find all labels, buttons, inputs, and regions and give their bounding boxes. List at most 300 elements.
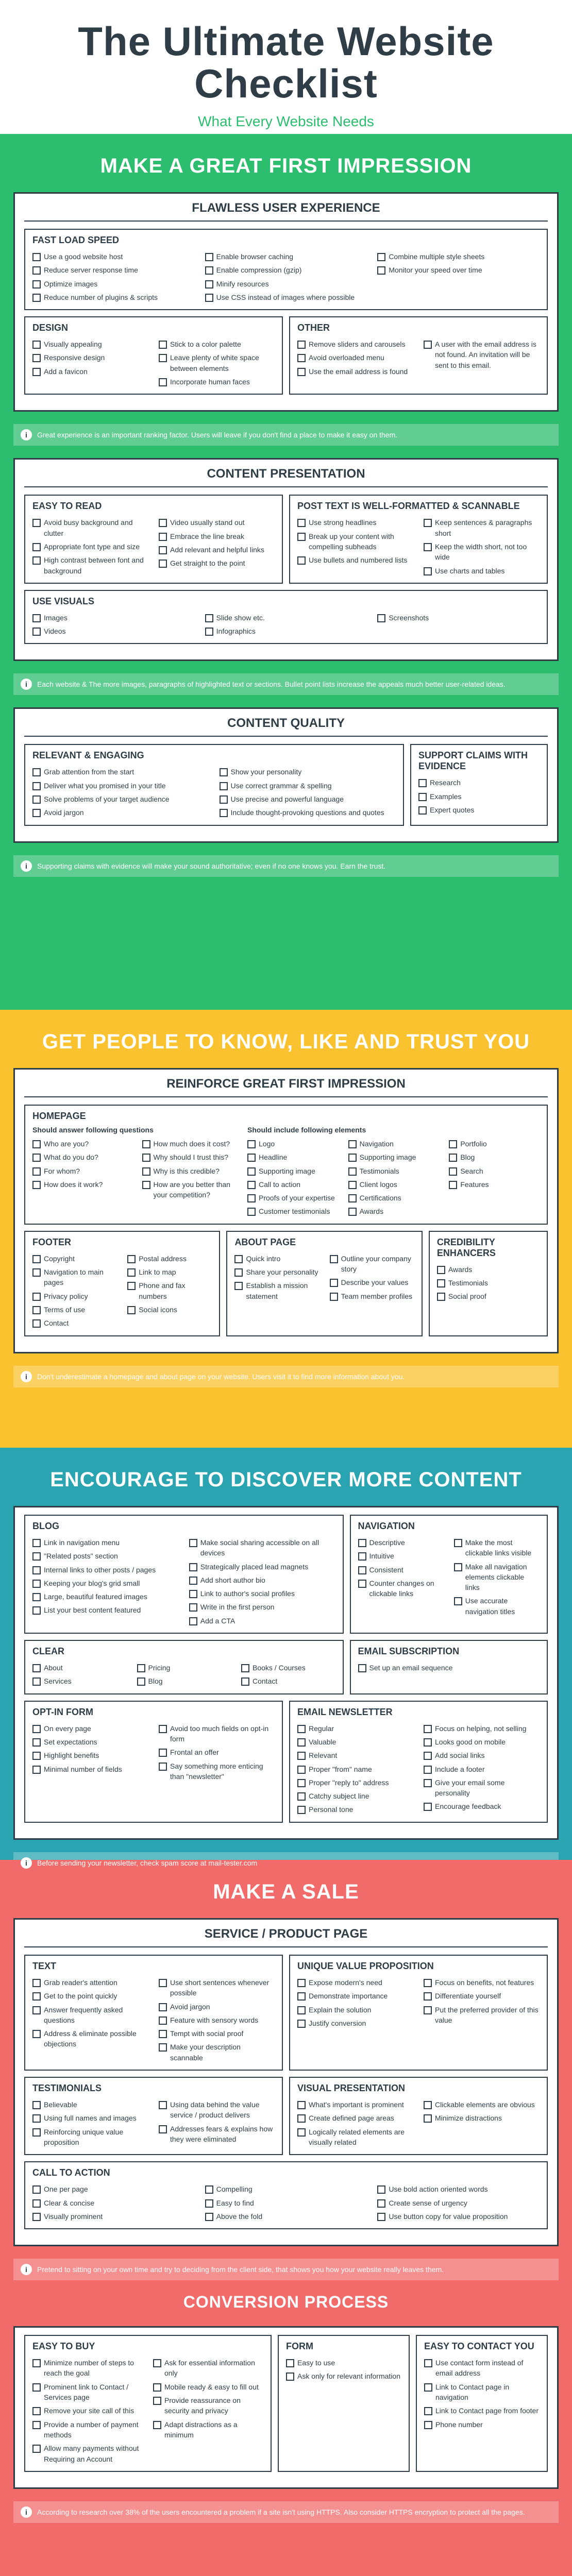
note-text: Pretend to sitting on your own time and try to deciding from the client side, that shows you how your website really leaves them. <box>37 2265 444 2274</box>
checklist-item[interactable]: Easy to find <box>205 2196 367 2210</box>
checklist-item[interactable]: Visually prominent <box>32 2210 195 2223</box>
checklist-item[interactable]: Put the preferred provider of this value <box>424 2003 540 2027</box>
sub-testimonials <box>24 2077 283 2155</box>
checklist-item[interactable]: Contact <box>241 1674 335 1688</box>
checklist-item[interactable]: Embrace the line break <box>159 530 275 543</box>
sub-easy-read <box>24 495 283 583</box>
checklist-item[interactable]: Include thought-provoking questions and quotes <box>220 806 396 819</box>
section-title: GET PEOPLE TO KNOW, LIKE AND TRUST YOU <box>42 1030 530 1053</box>
checklist-item[interactable]: Intuitive <box>358 1549 444 1563</box>
checklist-item[interactable]: Books / Courses <box>241 1661 335 1674</box>
checklist-item[interactable]: "Related posts" section <box>32 1549 179 1563</box>
info-icon: i <box>21 860 32 872</box>
checklist-item[interactable]: Provide a number of payment methods <box>32 2418 143 2442</box>
checklist-item[interactable]: Incorporate human faces <box>159 375 275 388</box>
checklist <box>32 2098 275 2149</box>
checklist-item[interactable]: How does it work? <box>32 1178 132 1191</box>
info-icon: i <box>21 2264 32 2275</box>
checklist-item[interactable]: High contrast between font and background <box>32 553 148 578</box>
checklist-item[interactable]: List your best content featured <box>32 1603 179 1617</box>
sub-title: POST TEXT IS WELL-FORMATTED & SCANNABLE <box>297 501 520 512</box>
checklist-item[interactable]: Get to the point quickly <box>32 1989 148 2003</box>
checklist-item[interactable]: Why should I trust this? <box>142 1150 242 1164</box>
checklist <box>437 1263 540 1303</box>
checklist-item[interactable]: Use contact form instead of email address <box>424 2356 540 2380</box>
checklist-item[interactable]: Screenshots <box>377 611 540 624</box>
sub-title: TEXT <box>32 1961 57 1971</box>
checklist-item[interactable]: Focus on helping, not selling <box>424 1722 540 1735</box>
checklist-item[interactable]: Make your description scannable <box>159 2040 275 2064</box>
checklist-item[interactable]: Personal tone <box>297 1803 413 1816</box>
checklist-item[interactable]: Leave plenty of white space between elements <box>159 351 275 375</box>
sub-visuals <box>24 590 548 645</box>
sub-optin <box>24 1701 283 1823</box>
checklist-item[interactable]: Justify conversion <box>297 2016 413 2030</box>
note <box>13 424 559 446</box>
checklist-item[interactable]: Phone number <box>424 2418 540 2431</box>
checklist-item[interactable]: Awards <box>437 1263 540 1276</box>
checklist <box>32 765 396 819</box>
checklist-item[interactable]: How much does it cost? <box>142 1137 242 1150</box>
checklist-item[interactable]: Avoid overloaded menu <box>297 351 413 364</box>
sub-title: TESTIMONIALS <box>32 2083 102 2094</box>
checklist-item[interactable]: Link to Contact page in navigation <box>424 2380 540 2404</box>
box-user-experience <box>13 192 559 412</box>
checklist-item[interactable]: Blog <box>137 1674 231 1688</box>
box-conversion <box>13 2326 559 2489</box>
checklist-item[interactable]: About <box>32 1661 127 1674</box>
sub-title: EASY TO BUY <box>32 2341 95 2352</box>
checklist-item[interactable]: Reinforcing unique value proposition <box>32 2125 148 2149</box>
sub-title: OPT-IN FORM <box>32 1706 93 1717</box>
checklist <box>32 516 275 577</box>
checklist-item[interactable]: Above the fold <box>205 2210 367 2223</box>
checklist <box>358 1536 540 1618</box>
checklist-item[interactable]: For whom? <box>32 1164 132 1178</box>
checklist-item[interactable]: Proper "from" name <box>297 1762 413 1776</box>
checklist-item[interactable]: Client logos <box>348 1178 439 1191</box>
checklist-item[interactable]: Make the most clickable links visible <box>454 1536 540 1560</box>
checklist-item[interactable]: Make all navigation elements clickable links <box>454 1560 540 1595</box>
checklist-item[interactable]: Establish a mission statement <box>234 1279 319 1303</box>
checklist-item[interactable]: Slide show etc. <box>205 611 367 624</box>
checklist-item[interactable]: Combine multiple style sheets <box>377 250 540 263</box>
checklist <box>418 776 540 817</box>
checklist-item[interactable]: Say something more enticing than "newsletter" <box>159 1759 275 1784</box>
checklist-item[interactable]: Team member profiles <box>330 1290 414 1303</box>
checklist-item[interactable]: Addresses fears & explains how they were eliminated <box>159 2122 275 2146</box>
checklist-item[interactable]: Use the email address is found <box>297 365 413 378</box>
checklist-item[interactable]: Allow many payments without Requiring an Account <box>32 2442 143 2466</box>
checklist-item[interactable]: What's important is prominent <box>297 2098 413 2111</box>
checklist-item[interactable]: Expose modern's need <box>297 1976 413 1989</box>
checklist-item[interactable]: Descriptive <box>358 1536 444 1549</box>
checklist-item[interactable]: Give your email some personality <box>424 1776 540 1800</box>
checklist-item[interactable]: Relevant <box>297 1749 413 1762</box>
checklist-item[interactable]: Compelling <box>205 2182 367 2196</box>
checklist-item[interactable]: Use charts and tables <box>424 564 540 578</box>
lead-text: Should answer following questions <box>32 1126 154 1134</box>
note-text: Each website & The more images, paragraphs of highlighted text or sections. Bullet point lists increase the appeals much better user-related ideas. <box>37 680 506 689</box>
sub-title: EMAIL SUBSCRIPTION <box>358 1646 460 1657</box>
checklist-item[interactable]: Add a CTA <box>189 1614 335 1628</box>
checklist-item[interactable]: Enable browser caching <box>205 250 367 263</box>
checklist-item[interactable]: Set expectations <box>32 1735 148 1749</box>
checklist-item[interactable]: Navigation to main pages <box>32 1265 117 1290</box>
checklist-item[interactable]: Believable <box>32 2098 148 2111</box>
sub-title: EASY TO CONTACT YOU <box>424 2341 534 2352</box>
checklist <box>32 611 540 638</box>
checklist <box>32 2356 263 2466</box>
sub-support <box>410 744 548 825</box>
checklist-item[interactable]: Contact <box>32 1316 117 1330</box>
checklist-item[interactable]: Social proof <box>437 1290 540 1303</box>
checklist-item[interactable]: Grab attention from the start <box>32 765 209 778</box>
checklist-item[interactable]: Stick to a color palette <box>159 337 275 351</box>
checklist-item[interactable]: Copyright <box>32 1252 117 1265</box>
checklist-item[interactable]: Avoid jargon <box>32 806 209 819</box>
checklist-item[interactable]: Clear & concise <box>32 2196 195 2210</box>
sub-title: DESIGN <box>32 323 69 333</box>
checklist-item[interactable]: Using data behind the value service / product delivers <box>159 2098 275 2122</box>
sub-visual <box>289 2077 548 2155</box>
checklist-item[interactable]: Use correct grammar & spelling <box>220 779 396 792</box>
checklist-item[interactable]: Link in navigation menu <box>32 1536 179 1549</box>
checklist-item[interactable]: Show your personality <box>220 765 396 778</box>
checklist-item[interactable]: Navigation <box>348 1137 439 1150</box>
checklist-item[interactable]: Share your personality <box>234 1265 319 1279</box>
checklist-item[interactable]: Supporting image <box>247 1164 338 1178</box>
box-title: REINFORCE GREAT FIRST IMPRESSION <box>24 1077 548 1097</box>
checklist <box>297 2098 540 2149</box>
checklist-item[interactable]: Avoid busy background and clutter <box>32 516 148 540</box>
sub-design <box>24 316 283 395</box>
checklist-item[interactable]: Large, beautiful featured images <box>32 1590 179 1603</box>
sub-buy <box>24 2335 272 2472</box>
sub-fast-load <box>24 229 548 310</box>
note-text: According to research over 38% of the users encountered a problem if a site isn't using HTTPS. Also consider HTTPS encryption to protect all the pages. <box>37 2507 525 2516</box>
box-title: SERVICE / PRODUCT PAGE <box>24 1927 548 1947</box>
sub-title: HOMEPAGE <box>32 1111 86 1121</box>
sub-usp <box>289 1955 548 2071</box>
checklist-item[interactable]: Demonstrate importance <box>297 1989 413 2003</box>
note <box>13 855 559 877</box>
checklist-item[interactable]: Solve problems of your target audience <box>32 792 209 806</box>
checklist-item[interactable]: One per page <box>32 2182 195 2196</box>
sub-title: FAST LOAD SPEED <box>32 235 120 245</box>
checklist-item[interactable]: Set up an email sequence <box>358 1661 540 1674</box>
checklist-item[interactable]: Valuable <box>297 1735 413 1749</box>
checklist-item[interactable]: Prominent link to Contact / Services page <box>32 2380 143 2404</box>
note-text: Before sending your newsletter, check spam score at mail-tester.com <box>37 1858 258 1867</box>
checklist-item[interactable]: Responsive design <box>32 351 148 364</box>
header <box>0 0 572 134</box>
checklist-item[interactable]: Minimize distractions <box>424 2111 540 2125</box>
checklist-item[interactable]: Images <box>32 611 195 624</box>
checklist-item[interactable]: Regular <box>297 1722 413 1735</box>
checklist-item[interactable]: Use strong headlines <box>297 516 413 529</box>
checklist-item[interactable]: Privacy policy <box>32 1290 117 1303</box>
checklist-item[interactable]: Keep sentences & paragraphs short <box>424 516 540 540</box>
checklist-item[interactable]: Easy to use <box>286 2356 401 2369</box>
checklist-item[interactable]: Avoid jargon <box>159 2000 275 2013</box>
checklist-item[interactable]: Testimonials <box>437 1276 540 1290</box>
checklist-item[interactable]: What do you do? <box>32 1150 132 1164</box>
checklist-item[interactable]: Postal address <box>127 1252 212 1265</box>
checklist-item[interactable]: Terms of use <box>32 1303 117 1316</box>
note <box>13 2501 559 2523</box>
checklist-item[interactable]: Call to action <box>247 1178 338 1191</box>
checklist-item[interactable]: Headline <box>247 1150 338 1164</box>
checklist-item[interactable]: Video usually stand out <box>159 516 275 529</box>
sub-title: FOOTER <box>32 1236 71 1247</box>
checklist-item[interactable]: Frontal an offer <box>159 1745 275 1759</box>
checklist-item[interactable]: Address & eliminate possible objections <box>32 2027 148 2051</box>
box-product-page <box>13 1918 559 2246</box>
checklist-item[interactable]: Grab reader's attention <box>32 1976 148 1989</box>
sub-title: VISUAL PRESENTATION <box>297 2083 406 2094</box>
checklist <box>32 337 275 388</box>
checklist-item[interactable]: Focus on benefits, not features <box>424 1976 540 1989</box>
checklist-item[interactable]: Testimonials <box>348 1164 439 1178</box>
checklist-item[interactable]: Search <box>449 1164 540 1178</box>
checklist-item[interactable]: Include a footer <box>424 1762 540 1776</box>
checklist-item[interactable]: Videos <box>32 624 195 638</box>
checklist-item[interactable]: Use short sentences whenever possible <box>159 1976 275 2000</box>
checklist-item[interactable]: Remove your site call of this <box>32 2404 143 2417</box>
info-icon: i <box>21 2506 32 2518</box>
checklist-item[interactable]: Add social links <box>424 1749 540 1762</box>
box-reinforce <box>13 1068 559 1353</box>
checklist-item[interactable]: Pricing <box>137 1661 231 1674</box>
checklist-item[interactable]: A user with the email address is not found. An invitation will be sent to this email. <box>424 337 540 372</box>
checklist-item[interactable]: Avoid too much fields on opt-in form <box>159 1722 275 1746</box>
checklist-item[interactable]: Keeping your blog's grid small <box>32 1577 179 1590</box>
checklist <box>297 516 540 577</box>
box-title: CONTENT QUALITY <box>24 716 548 737</box>
checklist-item[interactable]: Counter changes on clickable links <box>358 1577 444 1601</box>
info-icon: i <box>21 1371 32 1382</box>
checklist-item[interactable]: Write in the first person <box>189 1600 335 1614</box>
box-content-quality <box>13 707 559 842</box>
checklist-item[interactable]: Use precise and powerful language <box>220 792 396 806</box>
checklist-item[interactable]: Expert quotes <box>418 803 540 817</box>
checklist-item[interactable]: Feature with sensory words <box>159 2013 275 2027</box>
checklist-item[interactable]: Appropriate font type and size <box>32 540 148 553</box>
checklist-item[interactable]: Encourage feedback <box>424 1800 540 1813</box>
checklist-item[interactable]: Provide reassurance on security and privacy <box>153 2394 263 2418</box>
checklist-item[interactable]: Proofs of your expertise <box>247 1191 338 1205</box>
checklist-item[interactable]: Minimal number of fields <box>32 1762 148 1776</box>
checklist-item[interactable]: Use bullets and numbered lists <box>297 553 413 567</box>
checklist-item[interactable]: Supporting image <box>348 1150 439 1164</box>
sub-cta <box>24 2161 548 2229</box>
checklist-item[interactable]: How are you better than your competition? <box>142 1178 242 1202</box>
section-know-like-trust <box>0 1010 572 1448</box>
checklist-item[interactable]: Optimize images <box>32 277 195 291</box>
sub-relevant <box>24 744 404 825</box>
sub-title: USE VISUALS <box>32 596 95 606</box>
checklist-item[interactable]: Catchy subject line <box>297 1789 413 1803</box>
checklist-item[interactable]: Differentiate yourself <box>424 1989 540 2003</box>
sub-title: SUPPORT CLAIMS WITH EVIDENCE <box>418 750 528 772</box>
checklist-item[interactable]: Quick intro <box>234 1252 319 1265</box>
checklist-item[interactable]: Use accurate navigation titles <box>454 1594 540 1618</box>
checklist-item[interactable]: Create sense of urgency <box>377 2196 540 2210</box>
sub-email-subscription <box>350 1640 548 1694</box>
sub-title: CLEAR <box>32 1646 64 1657</box>
checklist-item[interactable]: Keep the width short, not too wide <box>424 540 540 564</box>
checklist-item[interactable]: Break up your content with compelling subheads <box>297 530 413 554</box>
checklist <box>32 1976 275 2064</box>
checklist-item[interactable]: Link to author's social profiles <box>189 1587 335 1600</box>
checklist-item[interactable]: Certifications <box>348 1191 439 1205</box>
sub-title: RELEVANT & ENGAGING <box>32 750 144 761</box>
checklist-item[interactable]: Answer frequently asked questions <box>32 2003 148 2027</box>
sub-title: BLOG <box>32 1521 59 1531</box>
checklist-item[interactable]: Infographics <box>205 624 367 638</box>
sub-title: EASY TO READ <box>32 501 102 512</box>
checklist <box>32 1137 241 1201</box>
sub-title: CREDIBILITY ENHANCERS <box>436 1236 496 1258</box>
sub-title: CALL TO ACTION <box>32 2167 110 2178</box>
section-title: ENCOURAGE TO DISCOVER MORE CONTENT <box>50 1468 522 1491</box>
checklist-item[interactable]: Proper "reply to" address <box>297 1776 413 1789</box>
checklist-item[interactable]: Services <box>32 1674 127 1688</box>
checklist-item[interactable]: Tempt with social proof <box>159 2027 275 2040</box>
checklist-item[interactable]: Monitor your speed over time <box>377 263 540 277</box>
sub-navigation <box>350 1515 548 1634</box>
sub-form <box>278 2335 410 2472</box>
checklist-item[interactable]: Remove sliders and carousels <box>297 337 413 351</box>
sub-homepage <box>24 1105 548 1225</box>
checklist-item[interactable]: Deliver what you promised in your title <box>32 779 209 792</box>
checklist-item[interactable]: Create defined page areas <box>297 2111 413 2125</box>
checklist <box>358 1661 540 1674</box>
checklist-item[interactable]: Adapt distractions as a minimum <box>153 2418 263 2442</box>
checklist-item[interactable]: Visually appealing <box>32 337 148 351</box>
sub-blog <box>24 1515 344 1634</box>
section-first-impression <box>0 134 572 1010</box>
section-make-sale <box>0 1860 572 2576</box>
checklist <box>286 2356 401 2383</box>
checklist <box>247 1137 540 1218</box>
note-text: Great experience is an important ranking factor. Users will leave if you don't find a place to make it easy on them. <box>37 431 398 439</box>
checklist-item[interactable]: Portfolio <box>449 1137 540 1150</box>
checklist-item[interactable]: Why is this credible? <box>142 1164 242 1178</box>
checklist-item[interactable]: Social icons <box>127 1303 212 1316</box>
checklist-item[interactable]: Logo <box>247 1137 338 1150</box>
sub-title: UNIQUE VALUE PROPOSITION <box>297 1961 434 1971</box>
box-blog-nav <box>13 1506 559 1840</box>
sub-other <box>289 316 548 395</box>
sub-contact <box>416 2335 548 2472</box>
checklist-item[interactable]: Link to map <box>127 1265 212 1279</box>
checklist-item[interactable]: Highlight benefits <box>32 1749 148 1762</box>
checklist-item[interactable]: Who are you? <box>32 1137 132 1150</box>
checklist-item[interactable]: Ask for essential information only <box>153 2356 263 2380</box>
sub-title: OTHER <box>297 323 330 333</box>
subsection-title: CONVERSION PROCESS <box>183 2293 389 2312</box>
checklist-item[interactable]: Add short author bio <box>189 1573 335 1587</box>
checklist <box>32 250 540 304</box>
checklist-item[interactable]: Minify resources <box>205 277 367 291</box>
checklist-item[interactable]: Minimize number of steps to reach the goal <box>32 2356 143 2380</box>
box-title: CONTENT PRESENTATION <box>24 467 548 487</box>
note <box>13 1366 559 1387</box>
checklist-item[interactable]: Awards <box>348 1205 439 1218</box>
checklist-item[interactable]: Using full names and images <box>32 2111 148 2125</box>
info-icon: i <box>21 429 32 440</box>
checklist-item[interactable]: On every page <box>32 1722 148 1735</box>
note <box>13 2259 559 2280</box>
checklist-item[interactable]: Describe your values <box>330 1276 414 1289</box>
checklist-item[interactable]: Blog <box>449 1150 540 1164</box>
checklist-item[interactable]: Link to Contact page from footer <box>424 2404 540 2417</box>
sub-about <box>226 1231 422 1336</box>
sub-post-text <box>289 495 548 583</box>
note <box>13 673 559 695</box>
section-title: MAKE A GREAT FIRST IMPRESSION <box>100 155 472 177</box>
checklist-item[interactable]: Use button copy for value proposition <box>377 2210 540 2223</box>
checklist-item[interactable]: Use CSS instead of images where possible <box>205 291 367 304</box>
section-title: MAKE A SALE <box>213 1880 359 1903</box>
checklist-item[interactable]: Internal links to other posts / pages <box>32 1563 179 1577</box>
checklist-item[interactable]: Get straight to the point <box>159 556 275 570</box>
sub-clear <box>24 1640 344 1694</box>
note-text: Supporting claims with evidence will make your sound authoritative; even if no one knows you. Earn the trust. <box>37 861 386 870</box>
box-content-presentation <box>13 458 559 661</box>
sub-newsletter <box>289 1701 548 1823</box>
checklist-item[interactable]: Outline your company story <box>330 1252 414 1276</box>
info-icon: i <box>21 679 32 690</box>
checklist-item[interactable]: Use a good website host <box>32 250 195 263</box>
checklist-item[interactable]: Phone and fax numbers <box>127 1279 212 1303</box>
checklist <box>32 2182 540 2223</box>
checklist <box>424 2356 540 2431</box>
lead-text: Should include following elements <box>247 1126 366 1134</box>
checklist-item[interactable]: Consistent <box>358 1563 444 1577</box>
checklist <box>32 1536 335 1628</box>
checklist-item[interactable]: Research <box>418 776 540 789</box>
checklist-item[interactable]: Strategically placed lead magnets <box>189 1560 335 1573</box>
checklist-item[interactable]: Reduce server response time <box>32 263 195 277</box>
checklist-item[interactable]: Examples <box>418 790 540 803</box>
checklist-item[interactable]: Enable compression (gzip) <box>205 263 367 277</box>
checklist-item[interactable]: Logically related elements are visually related <box>297 2125 413 2149</box>
checklist-item[interactable]: Ask only for relevant information <box>286 2369 401 2383</box>
checklist <box>32 1722 275 1783</box>
checklist-item[interactable]: Reduce number of plugins & scripts <box>32 291 195 304</box>
checklist-item[interactable]: Add relevant and helpful links <box>159 543 275 556</box>
checklist-item[interactable]: Features <box>449 1178 540 1191</box>
checklist-item[interactable]: Make social sharing accessible on all devices <box>189 1536 335 1560</box>
sub-title: FORM <box>286 2341 313 2352</box>
checklist-item[interactable]: Customer testimonials <box>247 1205 338 1218</box>
checklist-item[interactable]: Mobile ready & easy to fill out <box>153 2380 263 2394</box>
checklist-item[interactable]: Looks good on mobile <box>424 1735 540 1749</box>
checklist <box>297 1722 540 1817</box>
checklist-item[interactable]: Clickable elements are obvious <box>424 2098 540 2111</box>
checklist-item[interactable]: Explain the solution <box>297 2003 413 2016</box>
checklist <box>297 337 540 378</box>
sub-text <box>24 1955 283 2071</box>
checklist <box>234 1252 414 1303</box>
checklist-item[interactable]: Add a favicon <box>32 365 148 378</box>
checklist <box>32 1661 335 1688</box>
checklist <box>297 1976 540 2030</box>
checklist-item[interactable]: Use bold action oriented words <box>377 2182 540 2196</box>
